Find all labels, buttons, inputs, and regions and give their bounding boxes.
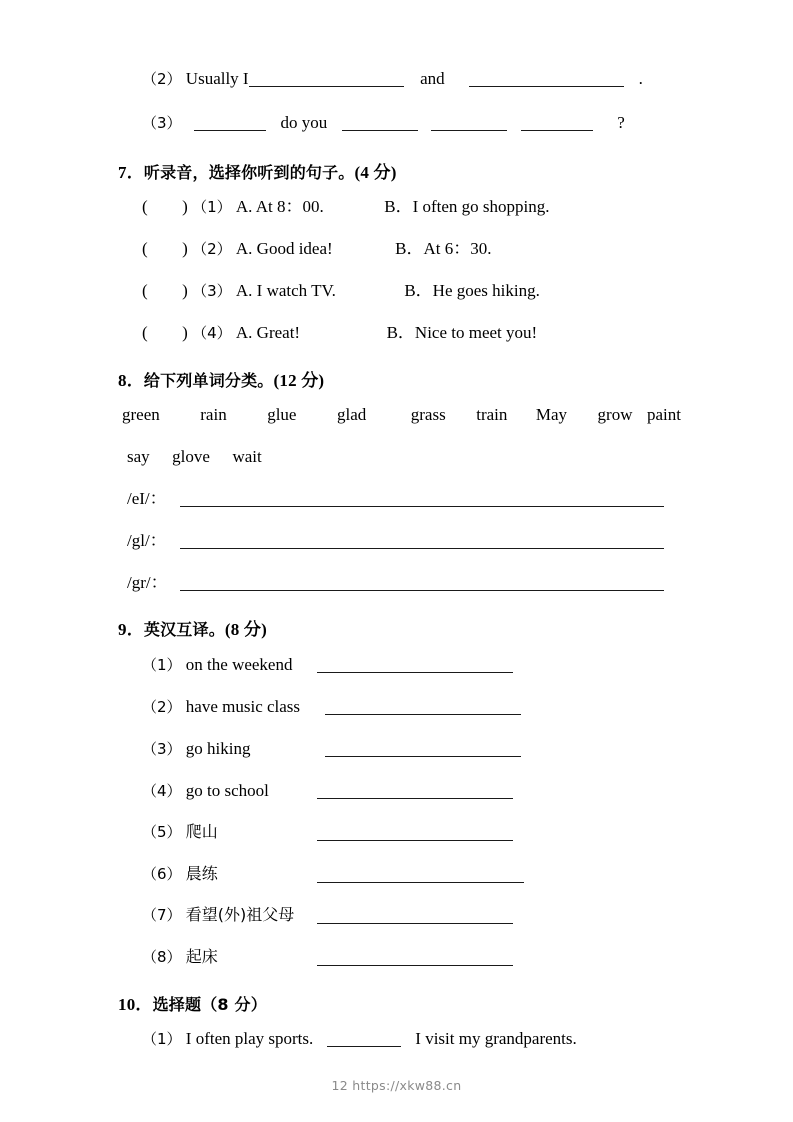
choice-a[interactable]: A. Great! bbox=[235, 323, 301, 342]
choice-item-1 bbox=[142, 1030, 577, 1047]
section-number: 7． bbox=[118, 163, 144, 182]
section-number: 10． bbox=[118, 995, 153, 1014]
item-number: （2） bbox=[192, 240, 232, 258]
item-number: （2） bbox=[142, 698, 182, 716]
word-bank-line-1 bbox=[122, 406, 681, 423]
section-title: 给下列单词分类。 bbox=[143, 371, 274, 390]
item-number: （3） bbox=[192, 282, 232, 300]
translate-item-8 bbox=[142, 948, 218, 965]
phonetic-answer-line-gr[interactable] bbox=[180, 590, 664, 591]
translate-prompt: on the weekend bbox=[185, 655, 293, 674]
phonetic-label-gl bbox=[127, 532, 167, 549]
translate-answer-line[interactable] bbox=[317, 882, 524, 883]
item-number: （3） bbox=[142, 114, 182, 132]
item-number: （4） bbox=[142, 782, 182, 800]
answer-bracket-close: ) bbox=[182, 281, 188, 300]
word-bank-word: train bbox=[476, 405, 508, 424]
item-text-after: I visit my grandparents. bbox=[415, 1029, 577, 1048]
translate-answer-line[interactable] bbox=[317, 672, 513, 673]
choice-a[interactable]: A. Good idea! bbox=[235, 239, 333, 258]
answer-bracket-open: ( bbox=[142, 239, 148, 258]
section-7-heading bbox=[118, 158, 397, 183]
translate-prompt: have music class bbox=[185, 697, 301, 716]
translate-answer-line[interactable] bbox=[317, 840, 513, 841]
word-bank-word: paint bbox=[647, 405, 681, 424]
word-bank-word: glue bbox=[267, 405, 297, 424]
phonetic-answer-line-ei[interactable] bbox=[180, 506, 664, 507]
section-score: (12 分) bbox=[273, 371, 325, 390]
item-number: （4） bbox=[192, 324, 232, 342]
item-number: （5） bbox=[142, 823, 182, 841]
answer-blank[interactable] bbox=[194, 117, 266, 131]
word-bank-line-2 bbox=[127, 448, 262, 465]
word-bank-word: green bbox=[122, 405, 160, 424]
choice-b[interactable]: B．Nice to meet you! bbox=[386, 323, 538, 342]
item-number: （1） bbox=[142, 1030, 182, 1048]
translate-item-4 bbox=[142, 782, 269, 799]
item-text-middle: do you bbox=[280, 113, 328, 132]
section-title: 听录音，选择你听到的句子。 bbox=[143, 163, 355, 182]
translate-item-5 bbox=[142, 823, 218, 840]
item-number: （6） bbox=[142, 865, 182, 883]
answer-bracket-open: ( bbox=[142, 323, 148, 342]
translate-item-1 bbox=[142, 656, 292, 673]
translate-item-3 bbox=[142, 740, 251, 757]
item-text-before: Usually I bbox=[185, 69, 249, 88]
translate-prompt: 看望(外)祖父母 bbox=[185, 905, 295, 924]
mc-item-1 bbox=[142, 198, 550, 215]
word-bank-word: May bbox=[535, 405, 568, 424]
answer-blank[interactable] bbox=[327, 1033, 401, 1047]
word-bank-word: glad bbox=[336, 405, 367, 424]
translate-answer-line[interactable] bbox=[325, 714, 521, 715]
answer-bracket-close: ) bbox=[182, 197, 188, 216]
answer-blank[interactable] bbox=[521, 117, 593, 131]
item-terminator: ? bbox=[617, 113, 625, 132]
phonetic-label-ei bbox=[127, 490, 167, 507]
section-title: 英汉互译。 bbox=[143, 620, 225, 639]
item-terminator: . bbox=[638, 69, 643, 88]
translate-answer-line[interactable] bbox=[317, 923, 513, 924]
section-title: 选择题（8 分） bbox=[152, 995, 267, 1014]
choice-b[interactable]: B．He goes hiking. bbox=[404, 281, 540, 300]
answer-blank[interactable] bbox=[469, 73, 624, 87]
phonetic-label-gr bbox=[127, 574, 168, 591]
section-score: (8 分) bbox=[224, 620, 267, 639]
footer-watermark bbox=[0, 1078, 793, 1093]
item-number: （7） bbox=[142, 906, 182, 924]
translate-item-7 bbox=[142, 906, 294, 923]
word-bank-word: glove bbox=[172, 447, 210, 466]
translate-item-6 bbox=[142, 865, 218, 882]
translate-answer-line[interactable] bbox=[317, 798, 513, 799]
mc-item-4 bbox=[142, 324, 537, 341]
item-conjunction: and bbox=[420, 69, 445, 88]
answer-bracket-close: ) bbox=[182, 239, 188, 258]
footer-text: 12 https://xkw88.cn bbox=[331, 1078, 462, 1093]
choice-b[interactable]: B．I often go shopping. bbox=[384, 197, 550, 216]
section-number: 9． bbox=[118, 620, 144, 639]
section-number: 8． bbox=[118, 371, 144, 390]
translate-prompt: 爬山 bbox=[185, 822, 218, 841]
translate-prompt: 起床 bbox=[185, 947, 218, 966]
phonetic-symbol: /eI/： bbox=[127, 489, 167, 508]
section-score: (4 分) bbox=[354, 163, 397, 182]
phonetic-symbol: /gl/： bbox=[127, 531, 167, 550]
translate-prompt: 晨练 bbox=[185, 864, 218, 883]
answer-blank[interactable] bbox=[342, 117, 418, 131]
choice-b[interactable]: B．At 6：30. bbox=[395, 239, 492, 258]
item-number: （1） bbox=[192, 198, 232, 216]
phonetic-symbol: /gr/： bbox=[127, 573, 168, 592]
translate-prompt: go to school bbox=[185, 781, 269, 800]
mc-item-3 bbox=[142, 282, 540, 299]
translate-item-2 bbox=[142, 698, 300, 715]
choice-a[interactable]: A. At 8：00. bbox=[235, 197, 324, 216]
answer-blank[interactable] bbox=[249, 73, 404, 87]
word-bank-word: wait bbox=[232, 447, 262, 466]
phonetic-answer-line-gl[interactable] bbox=[180, 548, 664, 549]
item-number: （3） bbox=[142, 740, 182, 758]
mc-item-2 bbox=[142, 240, 492, 257]
word-bank-word: grass bbox=[410, 405, 446, 424]
answer-bracket-open: ( bbox=[142, 197, 148, 216]
translate-answer-line[interactable] bbox=[325, 756, 521, 757]
section-9-heading bbox=[118, 615, 267, 640]
answer-blank[interactable] bbox=[431, 117, 507, 131]
fill-in-item-3 bbox=[142, 114, 625, 131]
item-number: （8） bbox=[142, 948, 182, 966]
item-text-before: I often play sports. bbox=[185, 1029, 314, 1048]
word-bank-word: grow bbox=[597, 405, 633, 424]
answer-bracket-open: ( bbox=[142, 281, 148, 300]
section-10-heading bbox=[118, 990, 267, 1015]
section-8-heading bbox=[118, 366, 324, 391]
item-number: （2） bbox=[142, 70, 182, 88]
word-bank-word: say bbox=[127, 447, 150, 466]
fill-in-item-2 bbox=[142, 70, 643, 87]
answer-bracket-close: ) bbox=[182, 323, 188, 342]
translate-answer-line[interactable] bbox=[317, 965, 513, 966]
choice-a[interactable]: A. I watch TV. bbox=[235, 281, 336, 300]
translate-prompt: go hiking bbox=[185, 739, 251, 758]
item-number: （1） bbox=[142, 656, 182, 674]
word-bank-word: rain bbox=[200, 405, 227, 424]
